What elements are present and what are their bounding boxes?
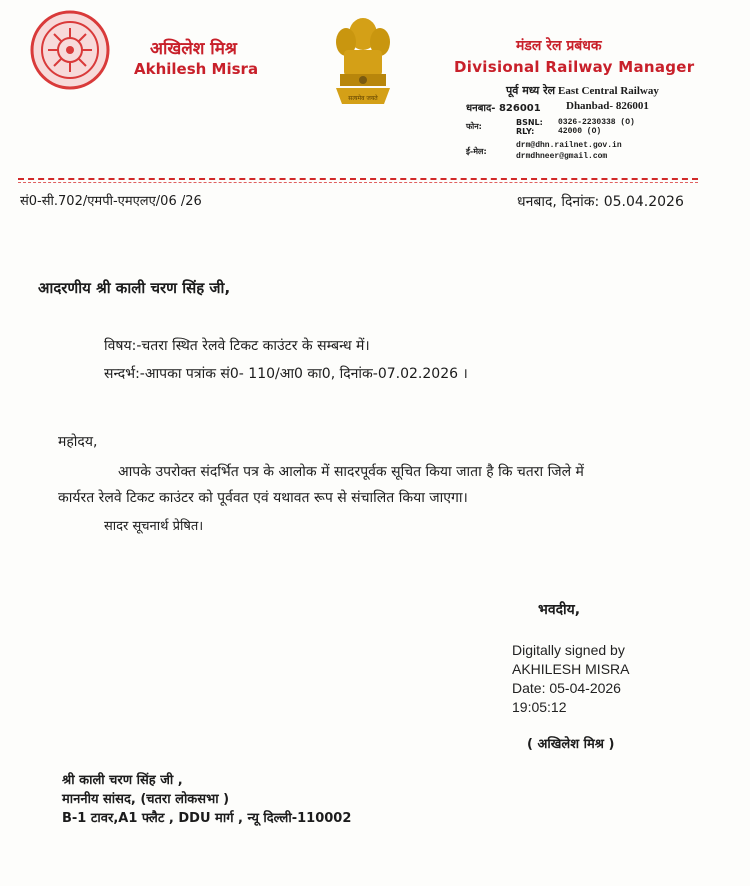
officer-name-english: Akhilesh Misra: [134, 60, 259, 78]
digital-signature: [512, 641, 629, 717]
national-emblem: [326, 12, 400, 110]
svg-text:सत्यमेव जयते: सत्यमेव जयते: [348, 95, 378, 102]
designation-hindi: मंडल रेल प्रबंधक: [516, 38, 602, 54]
signature-line-3: Date: 05-04-2026: [512, 680, 621, 696]
signature-line-1: Digitally signed by: [512, 642, 625, 658]
railway-logo: [30, 10, 110, 90]
designation-english: Divisional Railway Manager: [454, 58, 695, 76]
letter-date: धनबाद, दिनांक: 05.04.2026: [517, 194, 684, 210]
city-english: Dhanbad- 826001: [566, 100, 649, 112]
bsnl-label: BSNL:: [516, 118, 543, 127]
letter-reference-number: सं0-सी.702/एमपी-एमएलए/06 /26: [20, 194, 202, 209]
greeting: महोदय,: [58, 434, 98, 450]
recipient-address: B-1 टावर,A1 फ्लैट , DDU मार्ग , न्यू दिल्ली-110002: [62, 811, 352, 826]
rly-number: 42000 (O): [558, 127, 602, 136]
recipient-name: श्री काली चरण सिंह जी ,: [62, 773, 183, 788]
recipient-title: माननीय सांसद, (चतरा लोकसभा ): [62, 792, 230, 807]
railway-name-hindi: पूर्व मध्य रेल: [506, 84, 556, 97]
header-divider-secondary: [18, 182, 698, 183]
email-label: ई-मेल:: [466, 147, 487, 156]
header-divider: [18, 178, 698, 180]
reference-line: सन्दर्भ:-आपका पत्रांक सं0- 110/आ0 का0, दिनांक-07.02.2026 ।: [104, 366, 468, 382]
email-secondary: drmdhneer@gmail.com: [516, 152, 608, 161]
body-line-1: आपके उपरोक्त संदर्भित पत्र के आलोक में सादरपूर्वक सूचित किया जाता है कि चतरा जिले में: [118, 464, 584, 480]
signatory-name: ( अखिलेश मिश्र ): [527, 737, 615, 752]
salutation: आदरणीय श्री काली चरण सिंह जी,: [38, 279, 231, 297]
railway-name-english: East Central Railway: [558, 85, 659, 97]
body-line-2: कार्यरत रेलवे टिकट काउंटर को पूर्ववत एवं यथावत रूप से संचालित किया जाएगा।: [58, 490, 468, 506]
email-primary: drm@dhn.railnet.gov.in: [516, 141, 622, 150]
closing: भवदीय,: [538, 602, 581, 618]
signature-line-4: 19:05:12: [512, 699, 567, 715]
signature-line-2: AKHILESH MISRA: [512, 661, 630, 677]
info-line: सादर सूचनार्थ प्रेषित।: [104, 519, 204, 534]
rly-label: RLY:: [516, 127, 535, 136]
subject-line: विषय:-चतरा स्थित रेलवे टिकट काउंटर के सम्बन्ध में।: [104, 338, 370, 354]
phone-label: फोन:: [466, 122, 482, 131]
bsnl-number: 0326-2230338 (O): [558, 118, 635, 127]
city-hindi: धनबाद- 826001: [466, 103, 541, 114]
officer-name-hindi: अखिलेश मिश्र: [150, 39, 237, 59]
